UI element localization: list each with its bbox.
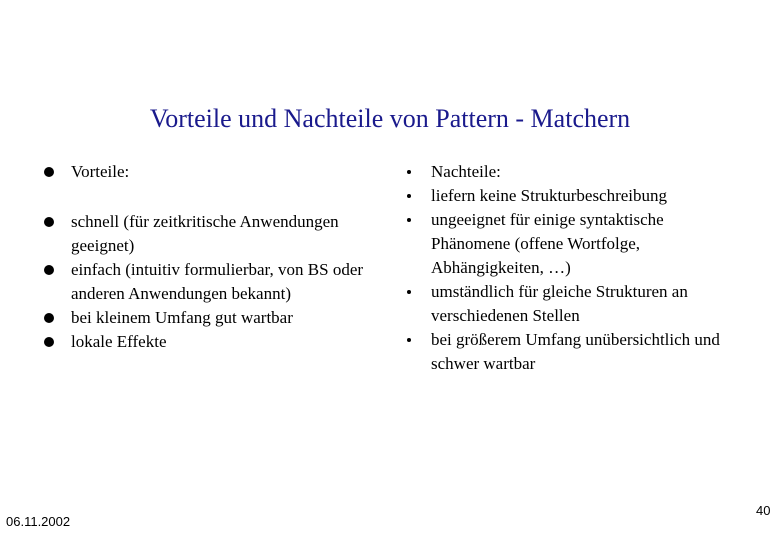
disadvantages-heading-item xyxy=(404,160,734,184)
advantage-item xyxy=(44,306,374,330)
disadvantage-item xyxy=(404,328,734,376)
advantage-text: lokale Effekte xyxy=(71,332,167,351)
advantage-text: einfach (intuitiv formulierbar, von BS oder anderen Anwendungen bekannt) xyxy=(71,260,364,303)
advantage-item xyxy=(44,210,374,258)
disadvantage-item xyxy=(404,184,734,208)
advantages-heading-item xyxy=(44,160,374,184)
disadvantage-text: umständlich für gleiche Strukturen an verschiedenen Stellen xyxy=(431,282,688,325)
bullet-icon xyxy=(407,170,411,174)
bullet-icon xyxy=(407,290,411,294)
bullet-icon xyxy=(44,167,54,177)
slide-title: Vorteile und Nachteile von Pattern - Matchern xyxy=(149,104,631,133)
disadvantage-text: bei größerem Umfang unübersichtlich und schwer wartbar xyxy=(431,330,720,373)
bullet-icon xyxy=(407,218,411,222)
bullet-icon xyxy=(407,194,411,198)
bullet-icon xyxy=(407,338,411,342)
advantage-item xyxy=(44,258,374,306)
page-number: 40 xyxy=(756,503,771,518)
disadvantage-text: liefern keine Strukturbeschreibung xyxy=(431,186,668,205)
disadvantage-text: ungeeignet für einige syntaktische Phänomene (offene Wortfolge, Abhängigkeiten, …) xyxy=(431,210,664,277)
disadvantage-item xyxy=(404,208,734,280)
disadvantages-column xyxy=(404,160,734,376)
advantage-item xyxy=(44,330,374,354)
advantage-text: bei kleinem Umfang gut wartbar xyxy=(71,308,293,327)
disadvantages-heading: Nachteile: xyxy=(431,162,501,181)
footer-date: 06.11.2002 xyxy=(6,514,71,529)
bullet-icon xyxy=(44,217,54,227)
advantages-heading: Vorteile: xyxy=(71,162,130,181)
bullet-icon xyxy=(44,337,54,347)
disadvantage-item xyxy=(404,280,734,328)
bullet-icon xyxy=(44,265,54,275)
advantages-column xyxy=(44,160,374,354)
bullet-icon xyxy=(44,313,54,323)
advantage-text: schnell (für zeitkritische Anwendungen geeignet) xyxy=(71,212,339,255)
